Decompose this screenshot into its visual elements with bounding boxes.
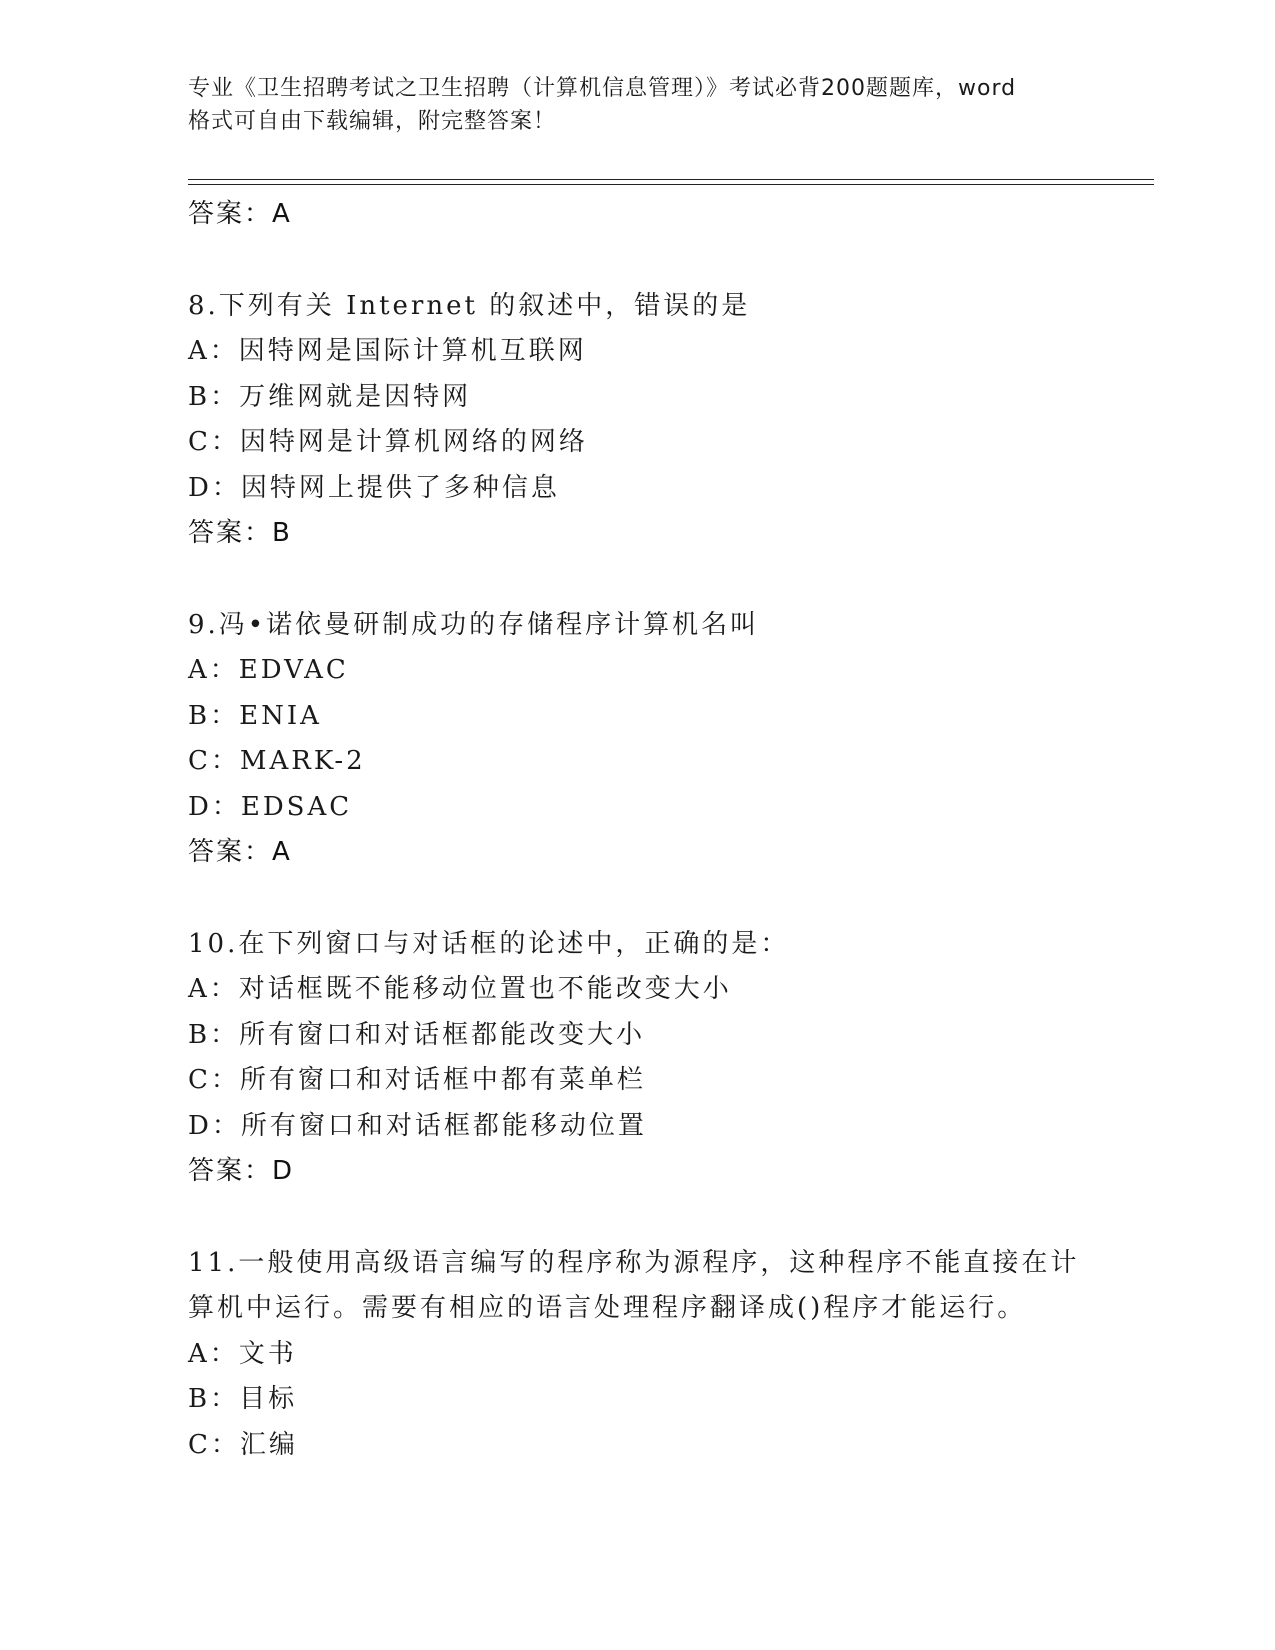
question-block <box>188 603 1118 876</box>
spacer <box>188 557 1118 603</box>
option-c: C：MARK-2 <box>188 746 366 776</box>
option-b: B：ENIA <box>188 700 322 731</box>
header-divider-top <box>188 179 1154 180</box>
option-d: D：EDSAC <box>188 791 353 822</box>
header-line-1: 专业《卫生招聘考试之卫生招聘（计算机信息管理）》考试必背200题题库，word <box>188 76 1017 101</box>
option-c: C：汇编 <box>188 1429 298 1460</box>
option-a: A：对话框既不能移动位置也不能改变大小 <box>188 974 732 1004</box>
option-d: D：因特网上提供了多种信息 <box>188 472 560 503</box>
option-c: C：因特网是计算机网络的网络 <box>188 427 588 457</box>
question-stem: 11.一般使用高级语言编写的程序称为源程序，这种程序不能直接在计 <box>188 1247 1080 1278</box>
option-d: D：所有窗口和对话框都能移动位置 <box>188 1110 647 1141</box>
question-stem-continued: 算机中运行。需要有相应的语言处理程序翻译成()程序才能运行。 <box>188 1293 1027 1323</box>
spacer <box>188 1195 1118 1241</box>
question-block <box>188 1241 1118 1469</box>
option-b: B：所有窗口和对话框都能改变大小 <box>188 1019 646 1050</box>
question-block <box>188 284 1118 557</box>
option-a: A：文书 <box>188 1338 297 1369</box>
previous-answer: 答案：A <box>188 199 292 229</box>
question-stem: 8.下列有关 Internet 的叙述中，错误的是 <box>188 290 751 321</box>
question-stem: 10.在下列窗口与对话框的论述中，正确的是： <box>188 928 790 959</box>
answer-line: 答案：D <box>188 1156 295 1186</box>
option-b: B：目标 <box>188 1384 298 1414</box>
answer-line: 答案：B <box>188 518 292 548</box>
answer-line: 答案：A <box>188 837 292 867</box>
spacer <box>188 238 1118 284</box>
option-a: A：因特网是国际计算机互联网 <box>188 336 587 366</box>
document-header <box>188 72 1088 138</box>
header-line-2: 格式可自由下载编辑，附完整答案！ <box>188 109 557 134</box>
option-a: A：EDVAC <box>188 655 349 685</box>
option-b: B：万维网就是因特网 <box>188 381 472 412</box>
header-divider-bottom <box>188 184 1154 185</box>
question-list <box>188 192 1118 1468</box>
spacer <box>188 876 1118 922</box>
question-stem: 9.冯•诺依曼研制成功的存储程序计算机名叫 <box>188 609 760 640</box>
question-block <box>188 922 1118 1195</box>
option-c: C：所有窗口和对话框中都有菜单栏 <box>188 1065 646 1095</box>
